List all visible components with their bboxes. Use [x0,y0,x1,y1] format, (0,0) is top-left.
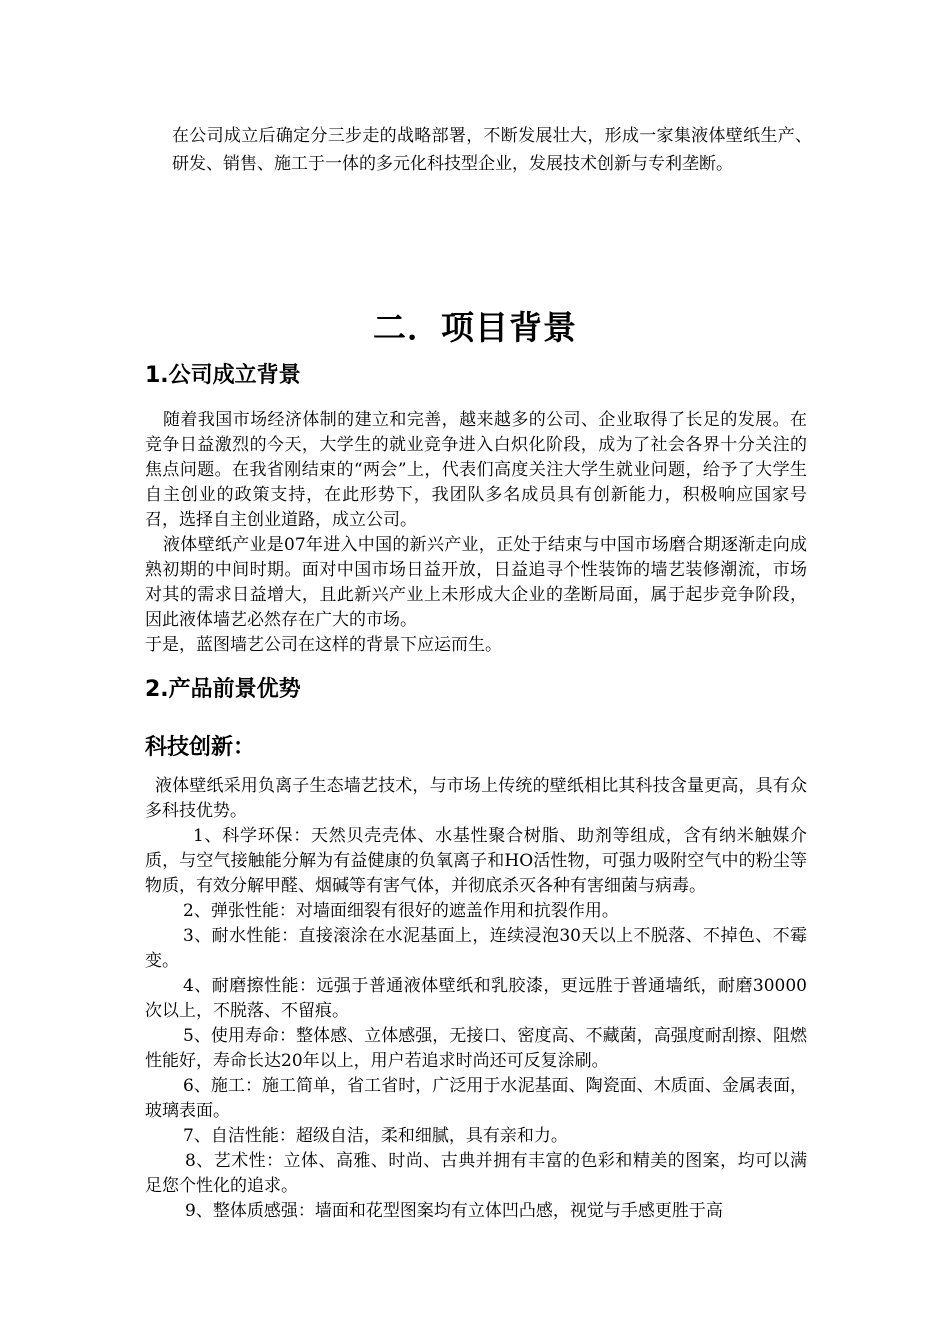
list-item-4: 4、耐磨擦性能：远强于普通液体壁纸和乳胶漆，更远胜于普通墙纸，耐磨30000次以上，不脱落、不留痕。 [145,976,807,1021]
list-item-1: 1、科学环保：天然贝壳壳体、水基性聚合树脂、助剂等组成，含有纳米触媒介质，与空气接触能分解为有益健康的负氧离子和HO活性物，可强力吸附空气中的粉尘等物质，有效分解甲醛、烟碱等有害气体，并彻底杀灭各种有害细菌与病毒。 [145,826,807,896]
list-item-9: 9、整体质感强：墙面和花型图案均有立体凹凸感，视觉与手感更胜于高 [185,1201,723,1221]
heading-product-advantages: 2.产品前景优势 [145,677,301,702]
list-item-2: 2、弹张性能：对墙面细裂有很好的遮盖作用和抗裂作用。 [183,901,619,921]
paragraph-background-2: 液体壁纸产业是07年进入中国的新兴产业，正处于结束与中国市场磨合期逐渐走向成熟初期的中间时期。面对中国市场日益开放，日益追寻个性装饰的墙艺装修潮流，市场对其的需求日益增大，且此新兴产业上未形成大企业的垄断局面，属于起步竞争阶段，因此液体墙艺必然存在广大的市场。 [145,535,807,630]
list-item-6: 6、施工：施工简单，省工省时，广泛用于水泥基面、陶瓷面、木质面、金属表面，玻璃表面。 [145,1076,807,1121]
paragraph-tech-lead: 液体壁纸采用负离子生态墙艺技术，与市场上传统的壁纸相比其科技含量更高，具有众多科技优势。 [145,776,807,821]
list-item-5: 5、使用寿命：整体感、立体感强，无接口、密度高、不藏菌，高强度耐刮擦、阻燃性能好，寿命长达20年以上，用户若追求时尚还可反复涂刷。 [145,1026,807,1071]
section-title: 二．项目背景 [373,308,577,347]
intro-paragraph: 在公司成立后确定分三步走的战略部署，不断发展壮大，形成一家集液体壁纸生产、研发、销售、施工于一体的多元化科技型企业，发展技术创新与专利垄断。 [172,126,812,174]
heading-company-background: 1.公司成立背景 [145,363,301,388]
paragraph-background-3: 于是，蓝图墙艺公司在这样的背景下应运而生。 [145,635,502,655]
document-body [145,356,807,1224]
paragraph-background-1: 随着我国市场经济体制的建立和完善，越来越多的公司、企业取得了长足的发展。在竞争日益激烈的今天，大学生的就业竞争进入白炽化阶段，成为了社会各界十分关注的焦点问题。在我省刚结束的“两会”上，代表们高度关注大学生就业问题，给予了大学生自主创业的政策支持，在此形势下，我团队多名成员具有创新能力，积极响应国家号召，选择自主创业道路，成立公司。 [145,410,807,530]
list-item-3: 3、耐水性能：直接滚涂在水泥基面上，连续浸泡30天以上不脱落、不掉色、不霉变。 [145,926,807,971]
list-item-8: 8、艺术性：立体、高雅、时尚、古典并拥有丰富的色彩和精美的图案，均可以满足您个性化的追求。 [145,1151,807,1196]
list-item-7: 7、自洁性能：超级自洁，柔和细腻，具有亲和力。 [183,1126,568,1146]
heading-tech-innovation: 科技创新： [145,735,256,760]
